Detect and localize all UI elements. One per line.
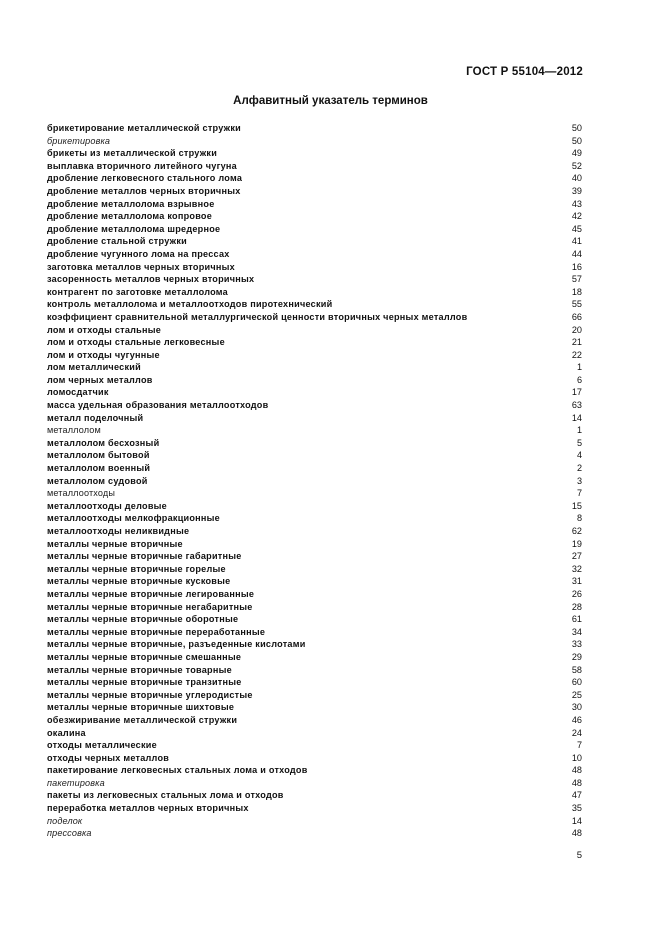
index-entry (47, 122, 582, 135)
index-page-ref: 33 (571, 639, 582, 650)
index-page-ref: 47 (571, 790, 582, 801)
index-term: дробление металлолома взрывное (47, 198, 215, 209)
index-term: металлы черные вторичные товарные (47, 664, 232, 675)
index-entry (47, 273, 582, 286)
index-page-ref: 6 (576, 374, 582, 385)
index-entry (47, 739, 582, 752)
index-page-ref: 28 (571, 601, 582, 612)
index-page-ref: 1 (576, 362, 582, 373)
index-entry (47, 487, 582, 500)
index-term: металл поделочный (47, 412, 144, 423)
index-page-ref: 61 (571, 614, 582, 625)
index-term: дробление металлолома копровое (47, 211, 213, 222)
index-entry (47, 651, 582, 664)
index-page-ref: 7 (576, 488, 582, 499)
index-entry (47, 802, 582, 815)
index-page-ref: 50 (571, 123, 582, 133)
index-term: отходы металлические (47, 740, 157, 751)
index-entry (47, 701, 582, 714)
index-page-ref: 14 (571, 412, 582, 423)
index-entry (47, 601, 582, 614)
index-entry (47, 298, 582, 311)
index-entry (47, 374, 582, 387)
index-entry (47, 475, 582, 488)
index-term: заготовка металлов черных вторичных (47, 261, 235, 272)
index-entry (47, 827, 582, 840)
index-term: коэффициент сравнительной металлургической ценности вторичных черных металлов (47, 311, 468, 322)
index-entry (47, 676, 582, 689)
index-term: металлы черные вторичные транзитные (47, 677, 242, 688)
index-term: обезжиривание металлической стружки (47, 714, 238, 725)
index-page-ref: 7 (576, 740, 582, 751)
index-entry (47, 210, 582, 223)
index-term: металлоотходы деловые (47, 500, 167, 511)
index-term: металлолом бытовой (47, 450, 150, 461)
index-term: дробление стальной стружки (47, 236, 187, 247)
index-term: металлы черные вторичные габаритные (47, 551, 242, 562)
index-term: металлы черные вторичные смешанные (47, 651, 242, 662)
index-page-ref: 58 (571, 664, 582, 675)
index-term: окалина (47, 727, 86, 738)
index-entry (47, 626, 582, 639)
index-term: дробление металлов черных вторичных (47, 185, 241, 196)
index-entry (47, 160, 582, 173)
index-page-ref: 21 (571, 337, 582, 348)
index-entry (47, 135, 582, 148)
index-entry (47, 286, 582, 299)
index-entry (47, 311, 582, 324)
index-entry (47, 613, 582, 626)
index-entry (47, 185, 582, 198)
index-page-ref: 50 (571, 135, 582, 146)
index-entry (47, 399, 582, 412)
index-entry (47, 575, 582, 588)
index-page-ref: 19 (571, 538, 582, 549)
index-page-ref: 14 (571, 815, 582, 826)
index-page-ref: 26 (571, 588, 582, 599)
index-entry (47, 412, 582, 425)
index-page-ref: 55 (571, 299, 582, 310)
index-page-ref: 24 (571, 727, 582, 738)
index-term: дробление легковесного стального лома (47, 173, 243, 184)
index-entry (47, 235, 582, 248)
index-page-ref: 4 (576, 450, 582, 461)
index-entry (47, 437, 582, 450)
index-page-ref: 42 (571, 211, 582, 222)
index-entry (47, 172, 582, 185)
index-term: металлолом военный (47, 463, 151, 474)
index-page-ref: 52 (571, 160, 582, 171)
index-entry (47, 512, 582, 525)
page-number: 5 (576, 850, 582, 861)
index-page-ref: 66 (571, 311, 582, 322)
index-term: брикетировка (47, 135, 111, 146)
index-page-ref: 10 (571, 752, 582, 763)
index-entry (47, 361, 582, 374)
index-page-ref: 48 (571, 828, 582, 839)
index-entry (47, 689, 582, 702)
index-page-ref: 41 (571, 236, 582, 247)
index-page-ref: 43 (571, 198, 582, 209)
index-page-ref: 18 (571, 286, 582, 297)
index-term: брикеты из металлической стружки (47, 148, 218, 159)
index-page-ref: 5 (576, 437, 582, 448)
index-entry (47, 500, 582, 513)
index-page-ref: 34 (571, 626, 582, 637)
index-page-ref: 1 (576, 425, 582, 436)
index-page-ref: 62 (571, 526, 582, 536)
index-term: металлы черные вторичные легированные (47, 588, 255, 599)
index-page-ref: 32 (571, 563, 582, 574)
index-term: металлоотходы (47, 488, 116, 499)
index-page-ref: 63 (571, 400, 582, 411)
index-term: металлы черные вторичные кусковые (47, 576, 231, 587)
index-term: пакетировка (47, 777, 105, 788)
index-page-ref: 31 (571, 576, 582, 587)
index-entry (47, 424, 582, 437)
index-page-ref: 30 (571, 702, 582, 713)
index-page-ref: 8 (576, 513, 582, 524)
index-term: металлы черные вторичные переработанные (47, 626, 266, 637)
index-page-ref: 17 (571, 387, 582, 398)
index-entry (47, 248, 582, 261)
index-page-ref: 45 (571, 223, 582, 234)
index-term: металлоотходы мелкофракционные (47, 513, 220, 524)
index-page-ref: 39 (571, 185, 582, 196)
index-page-ref: 25 (571, 689, 582, 700)
index-page-ref: 2 (576, 463, 582, 474)
index-page-ref: 15 (571, 500, 582, 511)
index-term: металлы черные вторичные шихтовые (47, 702, 235, 713)
index-term: ломосдатчик (47, 387, 109, 398)
index-entry (47, 664, 582, 677)
index-term: выплавка вторичного литейного чугуна (47, 160, 237, 171)
index-term: контроль металлолома и металлоотходов пиротехнический (47, 299, 333, 310)
index-page-ref: 48 (571, 777, 582, 788)
index-term: металлы черные вторичные негабаритные (47, 601, 253, 612)
term-index-list (47, 122, 582, 840)
index-term: брикетирование металлической стружки (47, 123, 242, 133)
index-term: лом и отходы стальные легковесные (47, 337, 225, 348)
index-term: металлы черные вторичные оборотные (47, 614, 239, 625)
index-page-ref: 44 (571, 248, 582, 259)
index-entry (47, 550, 582, 563)
index-term: отходы черных металлов (47, 752, 170, 763)
index-term: металлолом бесхозный (47, 437, 160, 448)
index-term: пакетирование легковесных стальных лома и отходов (47, 765, 308, 776)
index-term: поделок (47, 815, 83, 826)
index-term: дробление металлолома шредерное (47, 223, 221, 234)
index-entry (47, 815, 582, 828)
index-entry (47, 386, 582, 399)
index-page-ref: 27 (571, 551, 582, 562)
index-entry (47, 525, 582, 538)
index-term: лом черных металлов (47, 374, 153, 385)
index-term: засоренность металлов черных вторичных (47, 274, 255, 285)
index-page-ref: 3 (576, 475, 582, 486)
index-page-ref: 57 (571, 274, 582, 285)
index-term: масса удельная образования металлоотходов (47, 400, 269, 411)
index-page-ref: 16 (571, 261, 582, 272)
index-term: металлоотходы неликвидные (47, 526, 190, 536)
index-term: прессовка (47, 828, 92, 839)
index-term: переработка металлов черных вторичных (47, 803, 249, 814)
index-entry (47, 752, 582, 765)
index-entry (47, 261, 582, 274)
index-entry (47, 777, 582, 790)
index-entry (47, 764, 582, 777)
index-entry (47, 538, 582, 551)
index-term: металлолом судовой (47, 475, 148, 486)
index-page-ref: 48 (571, 765, 582, 776)
index-term: металлы черные вторичные углеродистые (47, 689, 253, 700)
index-term: лом и отходы чугунные (47, 349, 160, 360)
index-term: металлы черные вторичные (47, 538, 183, 549)
index-entry (47, 198, 582, 211)
index-entry (47, 336, 582, 349)
index-term: металлолом (47, 425, 101, 436)
index-page-ref: 40 (571, 173, 582, 184)
index-term: дробление чугунного лома на прессах (47, 248, 230, 259)
index-entry (47, 462, 582, 475)
index-entry (47, 147, 582, 160)
index-term: контрагент по заготовке металлолома (47, 286, 228, 297)
index-title: Алфавитный указатель терминов (233, 95, 428, 107)
index-term: лом и отходы стальные (47, 324, 162, 335)
index-page-ref: 60 (571, 677, 582, 688)
index-term: лом металлический (47, 362, 141, 373)
index-entry (47, 714, 582, 727)
index-page-ref: 35 (571, 803, 582, 814)
index-term: пакеты из легковесных стальных лома и отходов (47, 790, 284, 801)
index-entry (47, 223, 582, 236)
index-page-ref: 49 (571, 148, 582, 159)
index-term: металлы черные вторичные, разъеденные кислотами (47, 639, 306, 650)
index-entry (47, 324, 582, 337)
index-page-ref: 46 (571, 714, 582, 725)
index-page-ref: 20 (571, 324, 582, 335)
index-entry (47, 638, 582, 651)
index-term: металлы черные вторичные горелые (47, 563, 226, 574)
index-entry (47, 789, 582, 802)
index-entry (47, 449, 582, 462)
index-page-ref: 22 (571, 349, 582, 360)
index-entry (47, 727, 582, 740)
index-entry (47, 588, 582, 601)
document-code: ГОСТ Р 55104—2012 (466, 66, 583, 78)
index-entry (47, 349, 582, 362)
index-entry (47, 563, 582, 576)
index-page-ref: 29 (571, 651, 582, 662)
